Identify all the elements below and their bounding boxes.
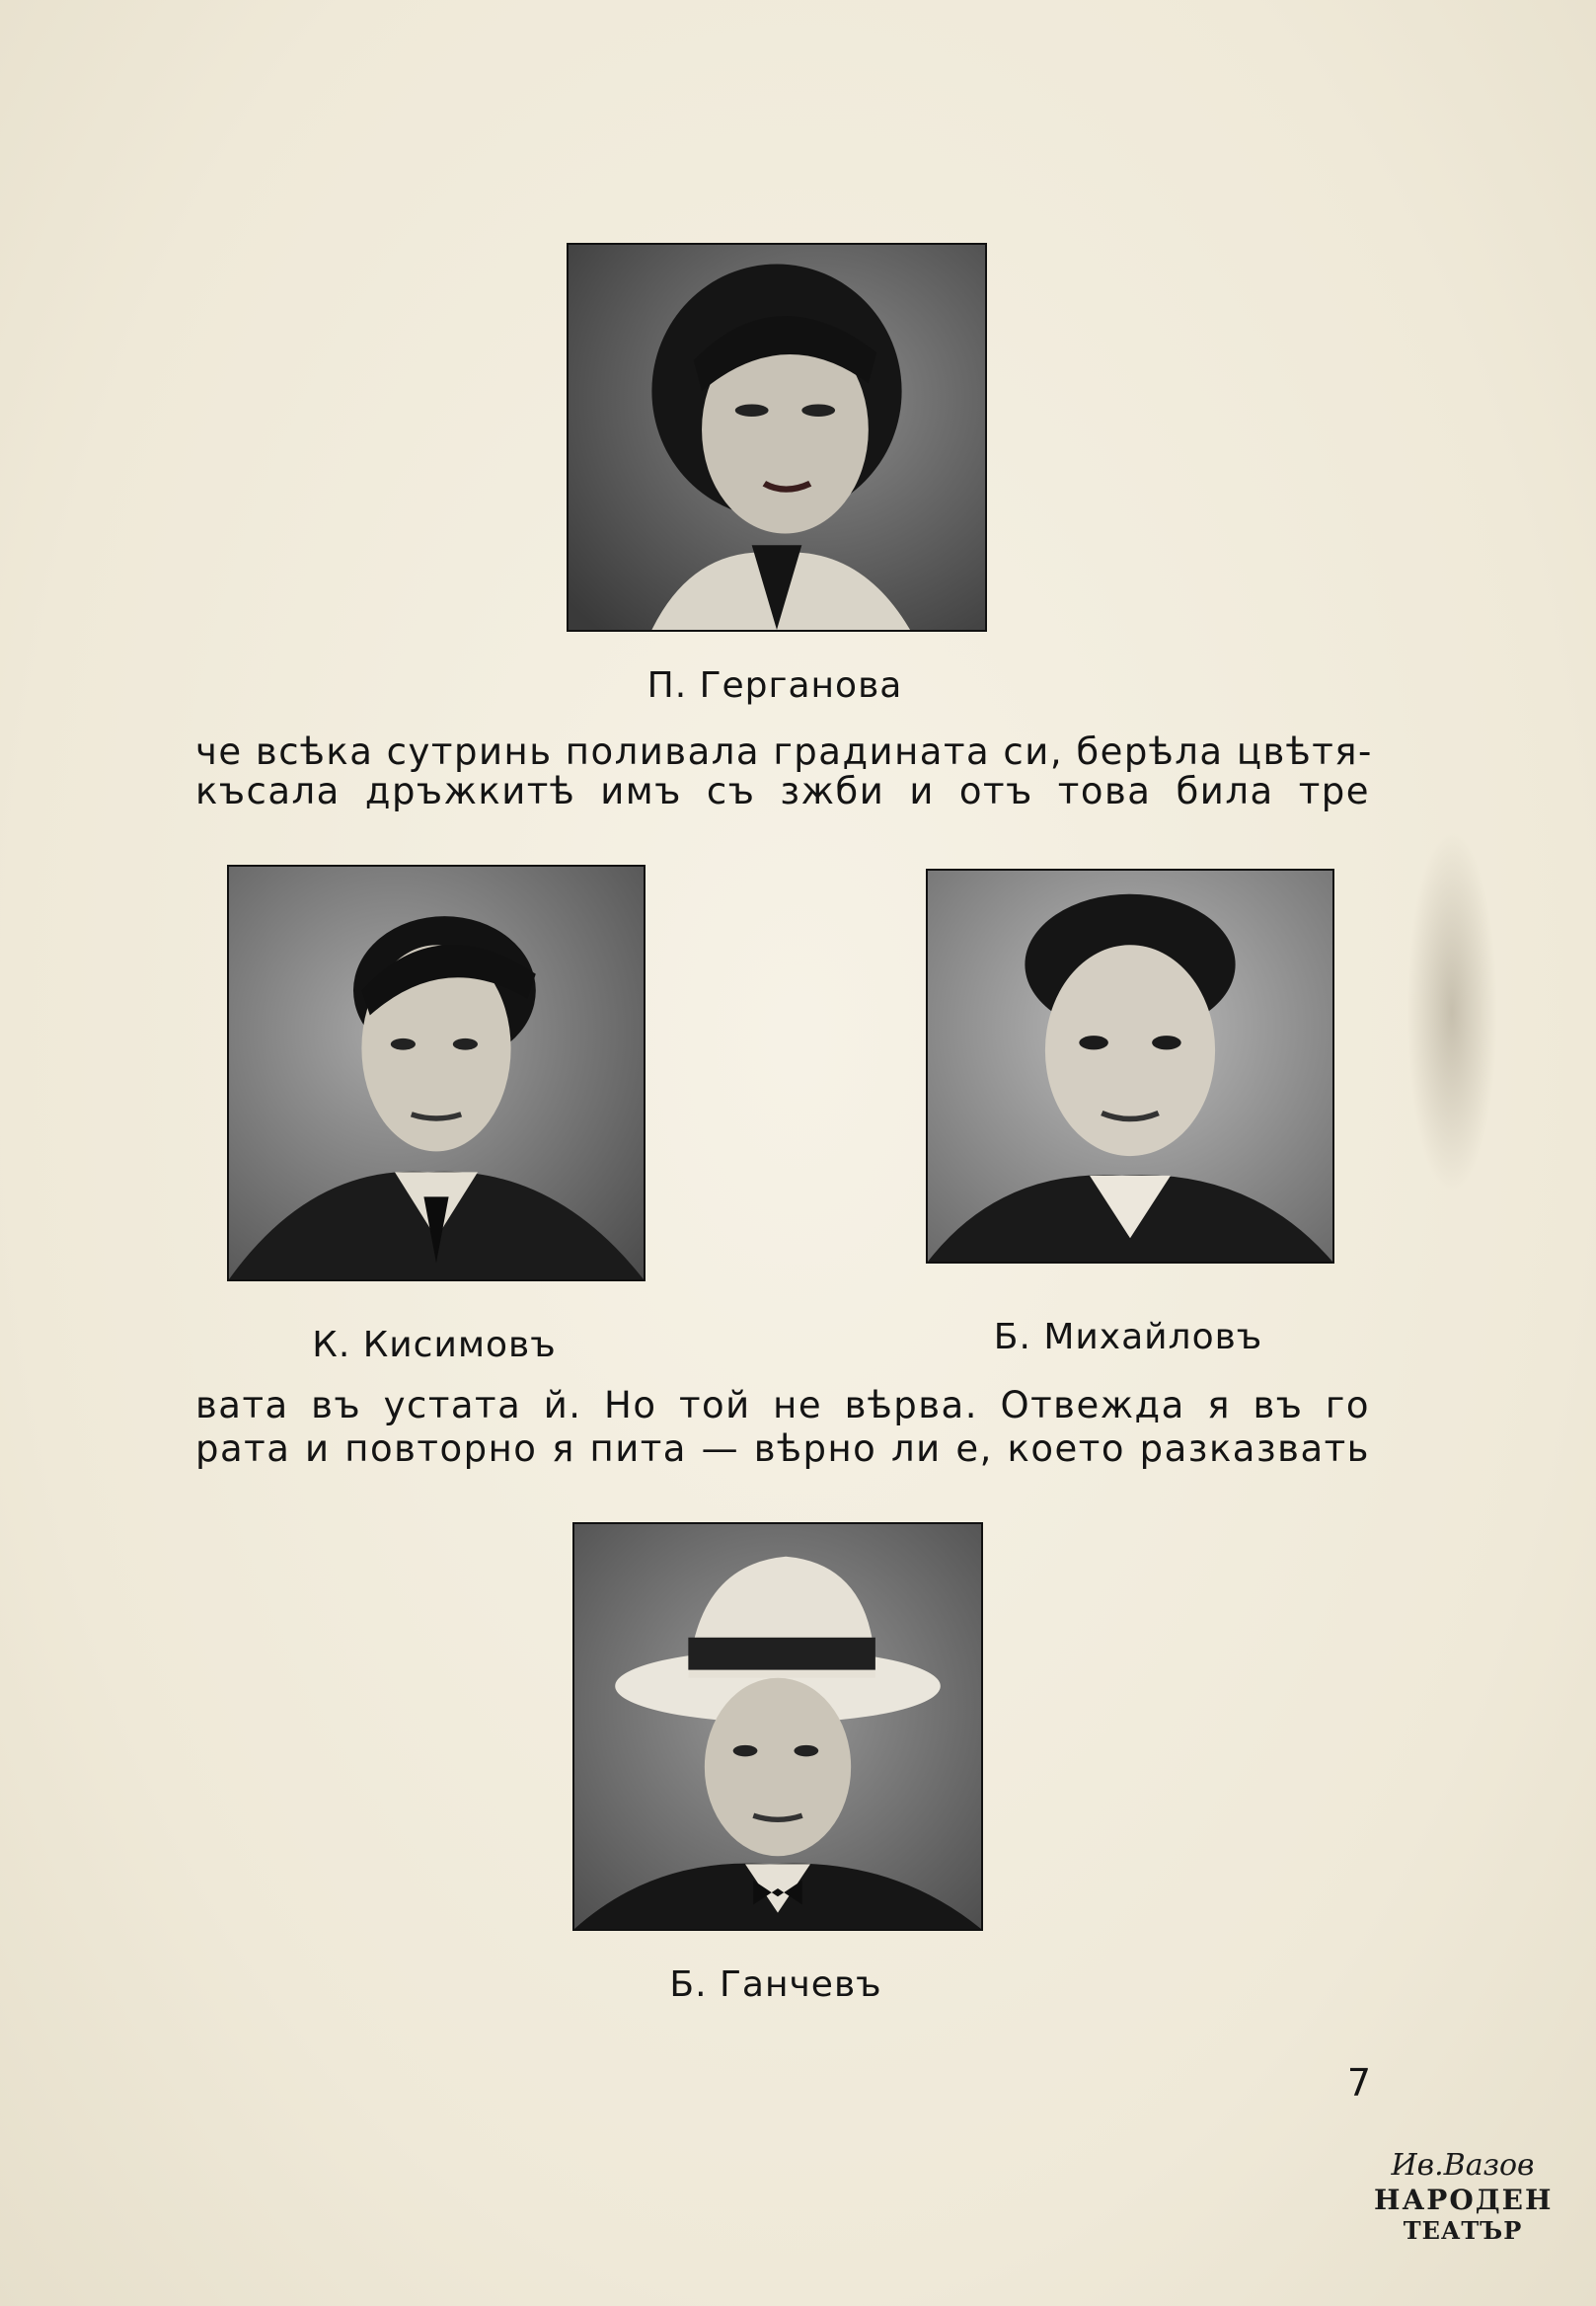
caption-ganchev: Б. Ганчевъ — [669, 1964, 882, 2005]
logo-signature: Ив.Вазов — [1391, 2148, 1535, 2183]
logo-line-2: ТЕАТЪР — [1403, 2216, 1523, 2245]
caption-gerganova: П. Герганова — [646, 665, 903, 706]
caption-kisimov: К. Кисимовъ — [312, 1325, 557, 1365]
portrait-gerganova — [567, 243, 987, 632]
portrait-mihaylov — [926, 869, 1334, 1264]
body-text-line-2: късала дръжкитѣ имъ съ зжби и отъ това била тре — [195, 770, 1370, 812]
caption-mihaylov: Б. Михайловъ — [993, 1317, 1263, 1357]
theatre-logo-stamp — [1374, 2148, 1552, 2262]
portrait-kisimov — [227, 865, 646, 1281]
body-text-line-1: че всѣка сутринь поливала градината си, берѣла цвѣтя- — [195, 730, 1373, 773]
body-text-line-3: вата въ устата й. Но той не вѣрва. Отвежда я въ го — [195, 1384, 1370, 1426]
logo-line-1: НАРОДЕН — [1374, 2184, 1554, 2216]
portrait-ganchev — [572, 1522, 983, 1931]
body-text-line-4: рата и повторно я пита — вѣрно ли е, което разказвать — [195, 1427, 1370, 1470]
page-number: 7 — [1346, 2061, 1371, 2105]
paper-stain — [1406, 829, 1497, 1194]
